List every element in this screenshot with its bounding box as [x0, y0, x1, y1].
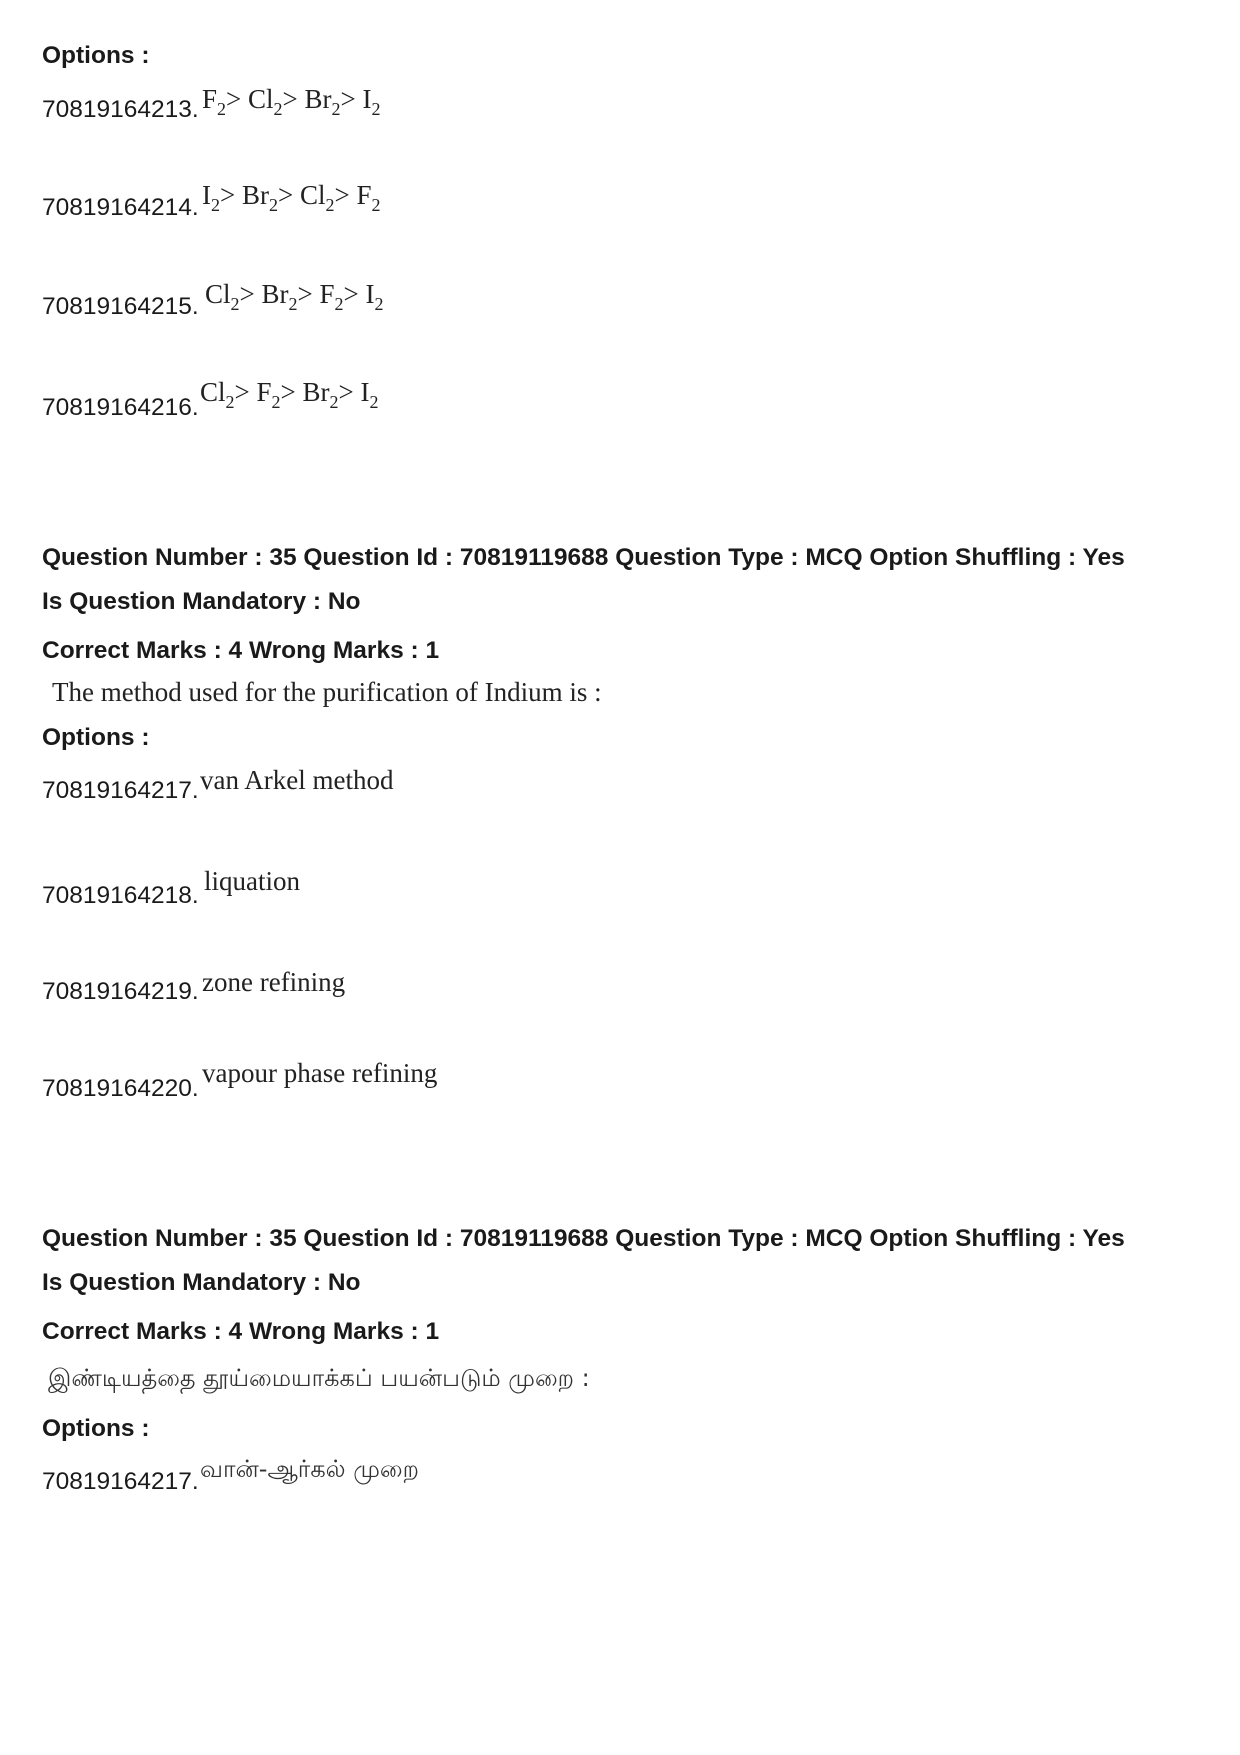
option-id: 70819164219.: [42, 978, 199, 1005]
formula-subscript: 2: [268, 195, 278, 215]
formula-subscript: 2: [329, 392, 339, 412]
option-formula: [202, 180, 381, 215]
formula-subscript: 2: [217, 99, 227, 119]
option-id: 70819164218.: [42, 882, 199, 909]
formula-subscript: 2: [374, 294, 384, 314]
option-formula: [202, 84, 381, 119]
option-text: van Arkel method: [200, 765, 394, 795]
formula-element: > F: [334, 180, 372, 210]
formula-element: F: [202, 84, 218, 114]
formula-subscript: 2: [334, 294, 344, 314]
formula-subscript: 2: [230, 294, 240, 314]
question-header: Question Number : 35 Question Id : 70819119688 Question Type : MCQ Option Shuffling : Yes: [42, 544, 1125, 571]
formula-element: > Br: [239, 279, 289, 309]
question-text: The method used for the purification of Indium is :: [52, 677, 602, 707]
formula-element: > Cl: [277, 180, 326, 210]
formula-element: > I: [338, 377, 370, 407]
formula-element: > F: [297, 279, 335, 309]
formula-subscript: 2: [371, 99, 381, 119]
option-text: வான்-ஆர்கல் முறை: [200, 1455, 419, 1483]
option-formula: [200, 377, 379, 412]
question-mandatory: Is Question Mandatory : No: [42, 1269, 361, 1296]
option-id: 70819164215.: [42, 293, 199, 320]
option-id: 70819164216.: [42, 394, 199, 421]
formula-element: > I: [343, 279, 375, 309]
options-label: Options :: [42, 1415, 150, 1442]
options-label: Options :: [42, 42, 150, 69]
formula-subscript: 2: [288, 294, 298, 314]
formula-element: Cl: [205, 279, 231, 309]
option-text: vapour phase refining: [202, 1058, 438, 1088]
question-header: Question Number : 35 Question Id : 70819119688 Question Type : MCQ Option Shuffling : Yes: [42, 1225, 1125, 1252]
formula-element: I: [202, 180, 211, 210]
formula-element: Cl: [200, 377, 226, 407]
formula-subscript: 2: [325, 195, 335, 215]
formula-subscript: 2: [369, 392, 379, 412]
formula-element: > Cl: [226, 84, 274, 114]
question-marks: Correct Marks : 4 Wrong Marks : 1: [42, 637, 440, 664]
option-id: 70819164220.: [42, 1075, 199, 1102]
formula-element: > F: [234, 377, 272, 407]
formula-subscript: 2: [273, 99, 283, 119]
formula-subscript: 2: [371, 195, 381, 215]
options-label: Options :: [42, 724, 150, 751]
formula-element: > I: [340, 84, 372, 114]
formula-subscript: 2: [271, 392, 281, 412]
option-text: liquation: [204, 866, 300, 896]
formula-subscript: 2: [331, 99, 341, 119]
option-text: zone refining: [202, 967, 346, 997]
option-id: 70819164213.: [42, 96, 199, 123]
formula-subscript: 2: [225, 392, 235, 412]
formula-element: > Br: [220, 180, 269, 210]
question-marks: Correct Marks : 4 Wrong Marks : 1: [42, 1318, 440, 1345]
formula-subscript: 2: [211, 195, 220, 215]
question-mandatory: Is Question Mandatory : No: [42, 588, 361, 615]
formula-element: > Br: [280, 377, 330, 407]
option-formula: [205, 279, 384, 314]
option-id: 70819164217.: [42, 777, 199, 804]
option-id: 70819164217.: [42, 1468, 199, 1495]
option-id: 70819164214.: [42, 194, 199, 221]
question-text: இண்டியத்தை தூய்மையாக்கப் பயன்படும் முறை :: [48, 1364, 590, 1392]
formula-element: > Br: [282, 84, 332, 114]
